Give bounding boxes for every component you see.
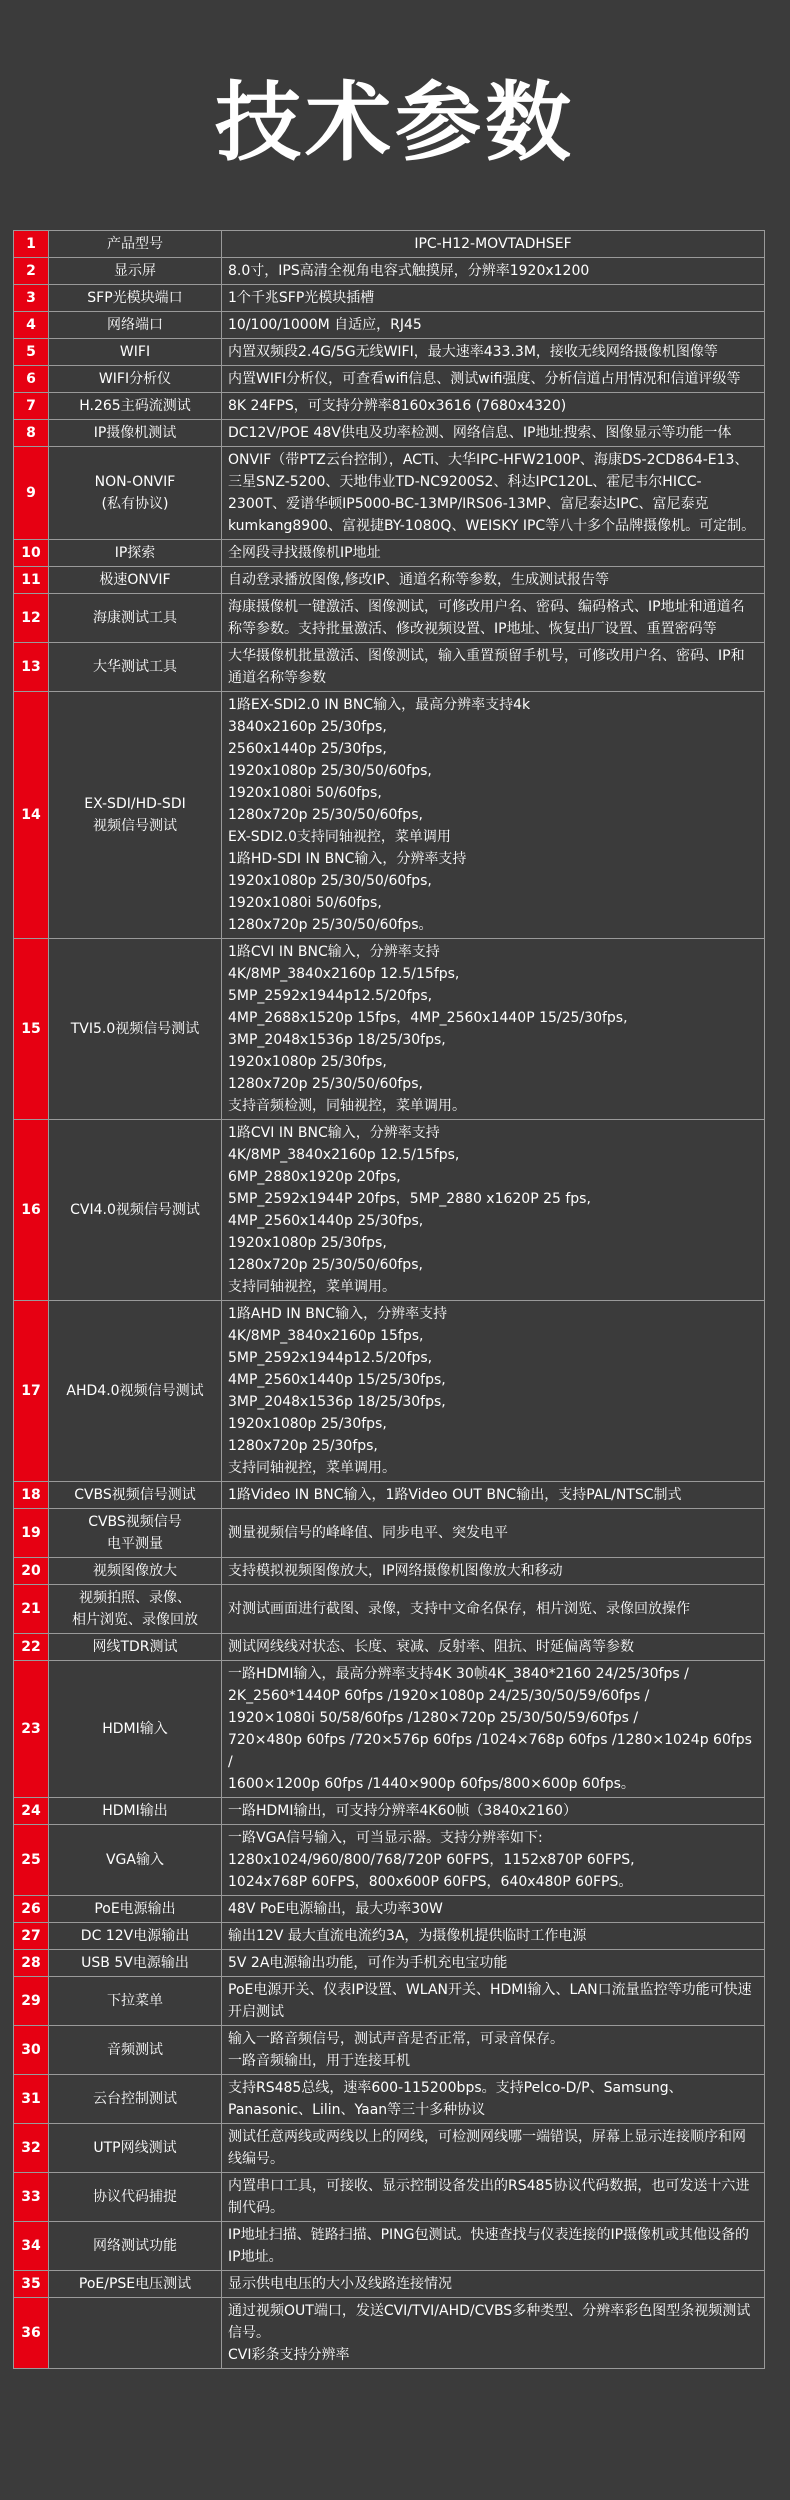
param-value-line: 1920x1080p 25/30/50/60fps, [228,763,432,779]
param-value [222,1585,765,1634]
param-name: IP探索 [49,540,222,567]
row-number: 21 [14,1585,49,1634]
row-number: 29 [14,1977,49,2026]
param-value-line: 2560x1440p 25/30fps, [228,741,387,757]
param-value [222,1825,765,1896]
param-value-line: 一路HDMI输入，最高分辨率支持4K 30帧4K_3840*2160 24/25/30fps / [228,1666,689,1682]
param-name: TVI5.0视频信号测试 [49,939,222,1120]
param-value [222,567,765,594]
param-name: 协议代码捕捉 [49,2173,222,2222]
param-value-line: 1280x1024/960/800/768/720P 60FPS，1152x870P 60FPS, [228,1852,635,1868]
param-value-line: 支持同轴视控，菜单调用。 [228,1279,396,1295]
param-value-line: 4K/8MP_3840x2160p 12.5/15fps, [228,966,460,982]
row-number: 32 [14,2124,49,2173]
param-name: 网络端口 [49,312,222,339]
param-value-line: 一路音频输出，用于连接耳机 [228,2053,410,2069]
param-value-line: 通过视频OUT端口，发送CVI/TVI/AHD/CVBS多种类型、分辨率彩色图型条视频测试信号。 [228,2303,751,2341]
param-value [222,366,765,393]
param-value-line: 8K 24FPS，可支持分辨率8160x3616 (7680x4320) [228,398,567,414]
param-value-line: 输出12V 最大直流电流约3A，为摄像机提供临时工作电源 [228,1928,587,1944]
param-value [222,2298,765,2369]
spec-row [14,1950,765,1977]
param-name: HDMI输出 [49,1798,222,1825]
param-value-line: 内置WIFI分析仪，可查看wifi信息、测试wifi强度、分析信道占用情况和信道评级等 [228,371,741,387]
row-number: 17 [14,1301,49,1482]
param-value [222,1977,765,2026]
param-value-line: 测试网线线对状态、长度、衰减、反射率、阻抗、时延偏离等参数 [228,1639,634,1655]
param-value-line: 1920×1080i 50/58/60fps /1280×720p 25/30/50/59/60fps / [228,1710,639,1726]
spec-table [13,230,765,2369]
spec-row [14,1585,765,1634]
param-value-line: 支持音频检测，同轴视控，菜单调用。 [228,1098,466,1114]
param-value-line: 4K/8MP_3840x2160p 15fps, [228,1328,424,1344]
param-value-line: 1路EX-SDI2.0 IN BNC输入，最高分辨率支持4k [228,697,531,713]
param-value-line: 4MP_2560x1440p 25/30fps, [228,1213,424,1229]
param-value-line: 1280x720p 25/30/50/60fps, [228,807,423,823]
row-number: 23 [14,1661,49,1798]
param-value [222,692,765,939]
param-name: IP摄像机测试 [49,420,222,447]
param-value [222,939,765,1120]
param-value-line: 1920x1080i 50/60fps, [228,895,382,911]
param-value-line: 自动登录播放图像,修改IP、通道名称等参数，生成测试报告等 [228,572,610,588]
param-value [222,393,765,420]
param-name: PoE/PSE电压测试 [49,2271,222,2298]
param-value [222,2222,765,2271]
spec-row [14,939,765,1120]
row-number: 8 [14,420,49,447]
row-number: 26 [14,1896,49,1923]
param-value-line: 显示供电电压的大小及线路连接情况 [228,2276,452,2292]
param-name: H.265主码流测试 [49,393,222,420]
row-number: 5 [14,339,49,366]
param-name: CVI4.0视频信号测试 [49,1120,222,1301]
param-value [222,420,765,447]
row-number: 1 [14,231,49,258]
param-value-line: 1920x1080p 25/30fps, [228,1054,387,1070]
param-name: 网络测试功能 [49,2222,222,2271]
page-title: 技术参数 [215,73,575,173]
spec-row [14,1923,765,1950]
spec-row [14,285,765,312]
param-name: HDMI输入 [49,1661,222,1798]
param-value-line: 6MP_2880x1920p 20fps, [228,1169,401,1185]
param-value-line: 1路Video IN BNC输入，1路Video OUT BNC输出，支持PAL/NTSC制式 [228,1487,682,1503]
row-number: 31 [14,2075,49,2124]
row-number: 12 [14,594,49,643]
spec-row [14,1896,765,1923]
spec-row [14,1634,765,1661]
row-number: 36 [14,2298,49,2369]
row-number: 24 [14,1798,49,1825]
param-value-line: 全网段寻找摄像机IP地址 [228,545,381,561]
spec-row [14,1558,765,1585]
spec-row [14,2173,765,2222]
param-value [222,1950,765,1977]
spec-row [14,420,765,447]
param-value-line: 8.0寸，IPS高清全视角电容式触摸屏，分辨率1920x1200 [228,263,590,279]
param-value [222,312,765,339]
spec-row [14,1120,765,1301]
param-value-line: 支持同轴视控，菜单调用。 [228,1460,396,1476]
spec-row [14,594,765,643]
param-value-line: 5V 2A电源输出功能，可作为手机充电宝功能 [228,1955,508,1971]
spec-row [14,258,765,285]
row-number: 6 [14,366,49,393]
row-number: 19 [14,1509,49,1558]
param-value-line: 1280x720p 25/30fps, [228,1438,378,1454]
param-name [49,2298,222,2369]
param-name: 音频测试 [49,2026,222,2075]
param-value [222,1798,765,1825]
param-value-line: EX-SDI2.0支持同轴视控，菜单调用 [228,829,451,845]
param-value-line: 内置双频段2.4G/5G无线WIFI，最大速率433.3M，接收无线网络摄像机图像等 [228,344,718,360]
param-name: 网线TDR测试 [49,1634,222,1661]
param-value [222,2124,765,2173]
spec-row [14,2075,765,2124]
param-name: 海康测试工具 [49,594,222,643]
param-value-line: 1920x1080p 25/30fps, [228,1416,387,1432]
param-value-line: 海康摄像机一键激活、图像测试，可修改用户名、密码、编码格式、IP地址和通道名称等参数。支持批量激活、修改视频设置、IP地址、恢复出厂设置、重置密码等 [228,599,745,637]
param-value-line: 3MP_2048x1536p 18/25/30fps, [228,1394,446,1410]
spec-row [14,1509,765,1558]
param-value-line: 一路HDMI输出，可支持分辨率4K60帧（3840x2160） [228,1803,577,1819]
row-number: 11 [14,567,49,594]
param-value-line: 一路VGA信号输入，可当显示器。支持分辨率如下: [228,1830,543,1846]
param-value-line: 1路HD-SDI IN BNC输入，分辨率支持 [228,851,467,867]
param-value [222,2026,765,2075]
param-value-line: 测量视频信号的峰峰值、同步电平、突发电平 [228,1525,508,1541]
param-value-line: 测试任意两线或两线以上的网线，可检测网线哪一端错误，屏幕上显示连接顺序和网线编号。 [228,2129,746,2167]
param-value [222,1301,765,1482]
row-number: 25 [14,1825,49,1896]
param-value-line: PoE电源开关、仪表IP设置、WLAN开关、HDMI输入、LAN口流量监控等功能可快速开启测试 [228,1982,752,2020]
row-number: 14 [14,692,49,939]
param-value-line: 1路AHD IN BNC输入，分辨率支持 [228,1306,448,1322]
param-value [222,643,765,692]
row-number: 33 [14,2173,49,2222]
param-name: UTP网线测试 [49,2124,222,2173]
param-value [222,2173,765,2222]
param-value-line: 对测试画面进行截图、录像，支持中文命名保存，相片浏览、录像回放操作 [228,1601,690,1617]
param-value-line: 5MP_2592x1944p12.5/20fps, [228,1350,433,1366]
param-value-line: 5MP_2592x1944p12.5/20fps, [228,988,433,1004]
param-value [222,285,765,312]
spec-row [14,366,765,393]
row-number: 20 [14,1558,49,1585]
param-value [222,258,765,285]
row-number: 30 [14,2026,49,2075]
param-value-line: 3840x2160p 25/30fps, [228,719,387,735]
param-value-line: 1路CVI IN BNC输入，分辨率支持 [228,944,440,960]
row-number: 27 [14,1923,49,1950]
param-name: AHD4.0视频信号测试 [49,1301,222,1482]
param-value-line: 支持RS485总线，速率600-115200bps。支持Pelco-D/P、Samsung、Panasonic、Lilin、Yaan等三十多种协议 [228,2080,683,2118]
param-name: VGA输入 [49,1825,222,1896]
param-value [222,1482,765,1509]
param-value [222,540,765,567]
param-value [222,1923,765,1950]
param-value [222,2271,765,2298]
spec-row [14,312,765,339]
param-value-line: 720×480p 60fps /720×576p 60fps /1024×768p 60fps /1280×1024p 60fps / [228,1732,752,1770]
spec-row [14,1482,765,1509]
param-value-line: 1920x1080p 25/30fps, [228,1235,387,1251]
row-number: 34 [14,2222,49,2271]
spec-row [14,2222,765,2271]
row-number: 10 [14,540,49,567]
param-value-line: 4K/8MP_3840x2160p 12.5/15fps, [228,1147,460,1163]
row-number: 18 [14,1482,49,1509]
param-value-line: 1路CVI IN BNC输入，分辨率支持 [228,1125,440,1141]
param-value-line: 4MP_2688x1520p 15fps，4MP_2560x1440P 15/25/30fps, [228,1010,628,1026]
spec-row [14,2026,765,2075]
param-value-line: ONVIF（带PTZ云台控制），ACTi、大华IPC-HFW2100P、海康DS-2CD864-E13、三星SNZ-5200、天地伟业TD-NC9200S2、科达IPC120L、霍尼韦尔HICC-2300T、爱谱华顿IP5000-BC-13MP/IRS06-13MP、富尼泰达IPC、富尼泰克kumkang8900、富视捷BY-1080Q、WEISKY IPC等八十多个品牌摄像机。可定制。 [228,452,756,534]
spec-row [14,2298,765,2369]
spec-row [14,540,765,567]
param-name: WIFI分析仪 [49,366,222,393]
spec-row [14,393,765,420]
param-value [222,1509,765,1558]
param-value [222,231,765,258]
param-value [222,1120,765,1301]
row-number: 2 [14,258,49,285]
param-name: WIFI [49,339,222,366]
spec-row [14,1661,765,1798]
param-name: EX-SDI/HD-SDI 视频信号测试 [49,692,222,939]
param-value [222,1634,765,1661]
param-value-line: 内置串口工具，可接收、显示控制设备发出的RS485协议代码数据，也可发送十六进制代码。 [228,2178,750,2216]
spec-row [14,2271,765,2298]
spec-table-body [14,231,765,2369]
param-name: 视频拍照、录像、 相片浏览、录像回放 [49,1585,222,1634]
spec-row [14,339,765,366]
param-value-line: IPC-H12-MOVTADHSEF [414,236,572,252]
spec-row [14,643,765,692]
param-value [222,1558,765,1585]
row-number: 35 [14,2271,49,2298]
spec-row [14,1798,765,1825]
spec-row [14,692,765,939]
param-value-line: IP地址扫描、链路扫描、PING包测试。快速查找与仪表连接的IP摄像机或其他设备的IP地址。 [228,2227,750,2265]
spec-row [14,1301,765,1482]
param-value-line: 10/100/1000M 自适应，RJ45 [228,317,422,333]
param-value-line: CVI彩条支持分辨率 [228,2347,350,2363]
param-value-line: 支持模拟视频图像放大，IP网络摄像机图像放大和移动 [228,1563,563,1579]
param-value-line: 大华摄像机批量激活、图像测试，输入重置预留手机号，可修改用户名、密码、IP和通道名称等参数 [228,648,745,686]
param-value-line: 48V PoE电源输出，最大功率30W [228,1901,443,1917]
param-name: 云台控制测试 [49,2075,222,2124]
spec-row [14,447,765,540]
param-name: 下拉菜单 [49,1977,222,2026]
param-name: 大华测试工具 [49,643,222,692]
param-name: USB 5V电源输出 [49,1950,222,1977]
param-value [222,594,765,643]
param-name: NON-ONVIF (私有协议) [49,447,222,540]
param-value-line: 1个千兆SFP光模块插槽 [228,290,375,306]
param-value-line: DC12V/POE 48V供电及功率检测、网络信息、IP地址搜索、图像显示等功能一体 [228,425,732,441]
param-value-line: 1024x768P 60FPS，800x600P 60FPS，640x480P 60FPS。 [228,1874,633,1890]
param-value-line: 1920x1080i 50/60fps, [228,785,382,801]
param-name: DC 12V电源输出 [49,1923,222,1950]
param-value-line: 5MP_2592x1944P 20fps，5MP_2880 x1620P 25 fps, [228,1191,591,1207]
param-value [222,339,765,366]
param-name: PoE电源输出 [49,1896,222,1923]
param-name: CVBS视频信号测试 [49,1482,222,1509]
spec-row [14,1977,765,2026]
param-name: 产品型号 [49,231,222,258]
param-value-line: 1920x1080p 25/30/50/60fps, [228,873,432,889]
row-number: 13 [14,643,49,692]
spec-row [14,2124,765,2173]
param-value-line: 2K_2560*1440P 60fps /1920×1080p 24/25/30/50/59/60fps / [228,1688,650,1704]
spec-row [14,231,765,258]
param-name: 显示屏 [49,258,222,285]
param-name: 视频图像放大 [49,1558,222,1585]
row-number: 22 [14,1634,49,1661]
spec-row [14,567,765,594]
param-value [222,1661,765,1798]
param-value-line: 1600×1200p 60fps /1440×900p 60fps/800×600p 60fps。 [228,1776,635,1792]
row-number: 7 [14,393,49,420]
row-number: 4 [14,312,49,339]
param-name: CVBS视频信号 电平测量 [49,1509,222,1558]
row-number: 28 [14,1950,49,1977]
row-number: 15 [14,939,49,1120]
param-name: 极速ONVIF [49,567,222,594]
row-number: 3 [14,285,49,312]
param-value [222,447,765,540]
param-value [222,2075,765,2124]
param-value-line: 输入一路音频信号，测试声音是否正常，可录音保存。 [228,2031,564,2047]
param-value-line: 1280x720p 25/30/50/60fps。 [228,917,433,933]
param-value-line: 1280x720p 25/30/50/60fps, [228,1076,423,1092]
param-value [222,1896,765,1923]
row-number: 16 [14,1120,49,1301]
row-number: 9 [14,447,49,540]
param-value-line: 3MP_2048x1536p 18/25/30fps, [228,1032,446,1048]
param-value-line: 4MP_2560x1440p 15/25/30fps, [228,1372,446,1388]
param-value-line: 1280x720p 25/30/50/60fps, [228,1257,423,1273]
spec-row [14,1825,765,1896]
param-name: SFP光模块端口 [49,285,222,312]
